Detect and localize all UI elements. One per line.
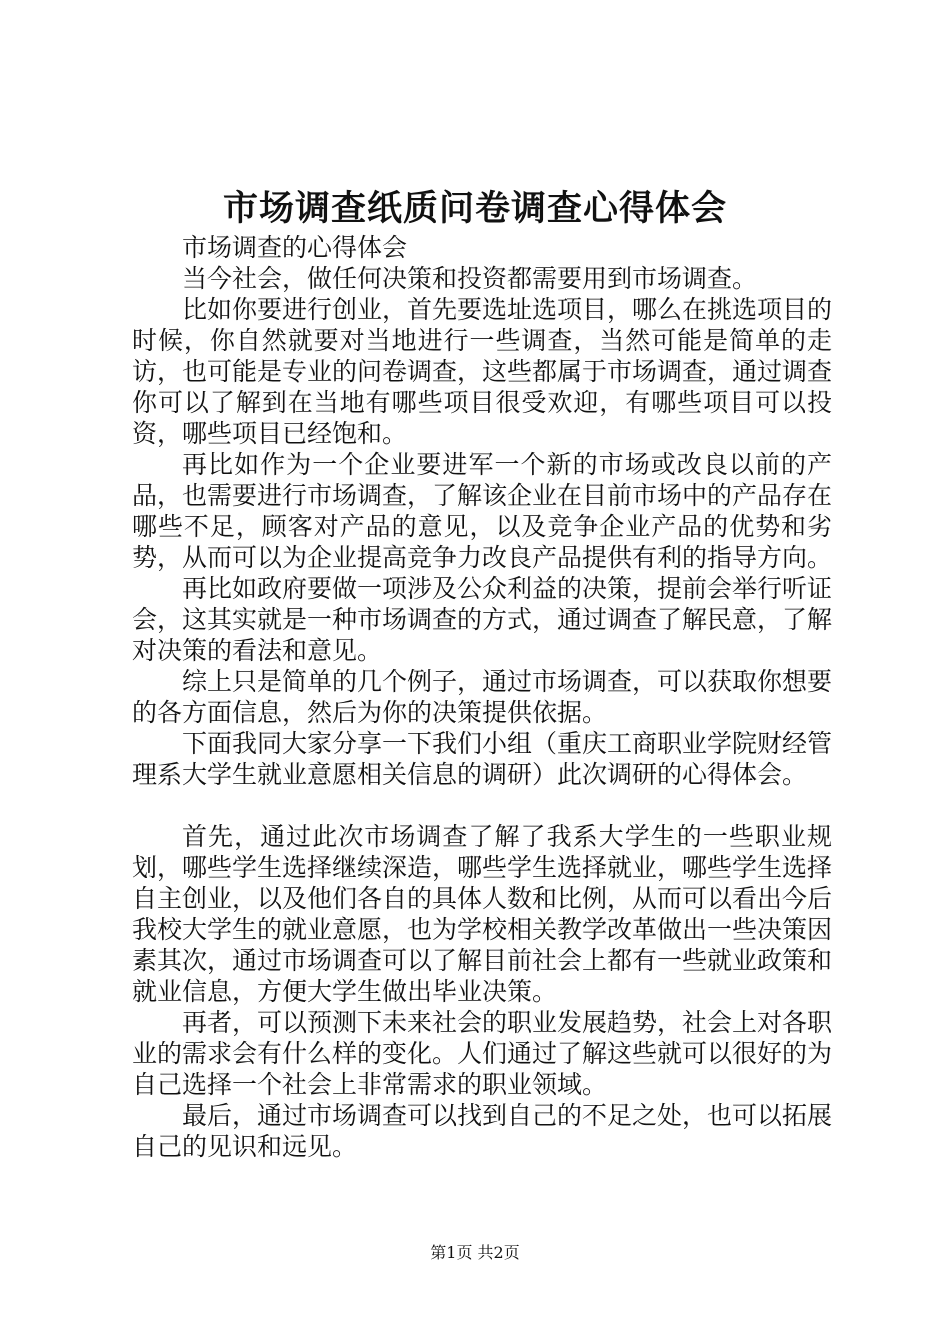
paragraph: 综上只是简单的几个例子，通过市场调查，可以获取你想要的各方面信息，然后为你的决策提供依据。 — [132, 667, 833, 727]
document-title: 市场调查纸质问卷调查心得体会 — [222, 188, 727, 229]
paragraph: 下面我同大家分享一下我们小组（重庆工商职业学院财经管理系大学生就业意愿相关信息的调研）此次调研的心得体会。 — [132, 729, 833, 789]
paragraph: 再比如政府要做一项涉及公众利益的决策，提前会举行听证会，这其实就是一种市场调查的方式，通过调查了解民意，了解对决策的看法和意见。 — [132, 574, 833, 665]
paragraph-spacer — [132, 790, 832, 821]
paragraph: 最后，通过市场调查可以找到自己的不足之处，也可以拓展自己的见识和远见。 — [132, 1101, 833, 1161]
paragraph: 再者，可以预测下未来社会的职业发展趋势，社会上对各职业的需求会有什么样的变化。人们通过了解这些就可以很好的为自己选择一个社会上非常需求的职业领域。 — [132, 1008, 833, 1099]
paragraph: 当今社会，做任何决策和投资都需要用到市场调查。 — [182, 264, 758, 293]
paragraph: 再比如作为一个企业要进军一个新的市场或改良以前的产品，也需要进行市场调查，了解该企业在目前市场中的产品存在哪些不足，顾客对产品的意见，以及竞争企业产品的优势和劣势，从而可以为企业提高竞争力改良产品提供有利的指导方向。 — [132, 450, 833, 572]
document-body — [132, 232, 832, 1162]
page-number-footer: 第1页 共2页 — [430, 1243, 520, 1262]
paragraph: 比如你要进行创业，首先要选址选项目，哪么在挑选项目的时候，你自然就要对当地进行一些调查，当然可能是简单的走访，也可能是专业的问卷调查，这些都属于市场调查，通过调查你可以了解到在当地有哪些项目很受欢迎，有哪些项目可以投资，哪些项目已经饱和。 — [132, 295, 833, 448]
paragraph-subtitle: 市场调查的心得体会 — [182, 233, 408, 262]
paragraph: 首先，通过此次市场调查了解了我系大学生的一些职业规划，哪些学生选择继续深造，哪些学生选择就业，哪些学生选择自主创业，以及他们各自的具体人数和比例，从而可以看出今后我校大学生的就业意愿，也为学校相关教学改革做出一些决策因素其次，通过市场调查可以了解目前社会上都有一些就业政策和就业信息，方便大学生做出毕业决策。 — [132, 822, 833, 1006]
